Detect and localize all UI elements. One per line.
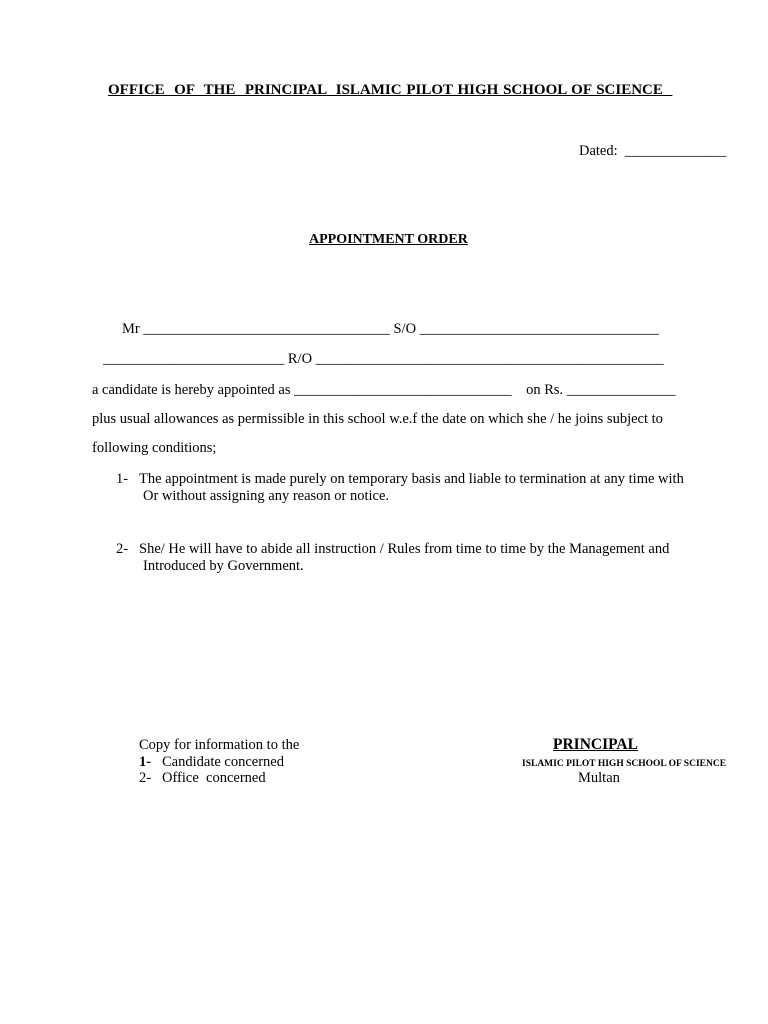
condition-1 bbox=[116, 471, 684, 488]
name-and-father-line: Mr __________________________________ S/O _________________________________ bbox=[122, 321, 659, 337]
appointment-order-title: APPOINTMENT ORDER bbox=[309, 232, 468, 247]
condition-text: She/ He will have to abide all instruction / Rules from time to time by the Management and bbox=[139, 541, 670, 557]
condition-number: 2- bbox=[116, 541, 129, 557]
residence-line: _________________________ R/O ________________________________________________ bbox=[103, 351, 664, 367]
copy-item-number: 1- bbox=[139, 754, 152, 770]
copy-item-label: Candidate concerned bbox=[162, 754, 284, 770]
signature-title: PRINCIPAL bbox=[553, 736, 638, 753]
dated-field: Dated: ______________ bbox=[579, 143, 727, 159]
copy-item bbox=[139, 770, 266, 787]
allowances-line: plus usual allowances as permissible in this school w.e.f the date on which she / he joins subject to bbox=[92, 411, 663, 427]
copy-item bbox=[139, 754, 284, 771]
condition-1-continuation: Or without assigning any reason or notice. bbox=[143, 488, 390, 504]
copy-item-label: Office concerned bbox=[162, 770, 266, 786]
signature-school-name: ISLAMIC PILOT HIGH SCHOOL OF SCIENCE bbox=[522, 759, 727, 769]
signature-city: Multan bbox=[578, 770, 620, 786]
condition-2-continuation: Introduced by Government. bbox=[143, 558, 304, 574]
office-header-title: OFFICE OF THE PRINCIPAL ISLAMIC PILOT HIGH SCHOOL OF SCIENCE bbox=[108, 82, 673, 98]
copy-item-number: 2- bbox=[139, 770, 152, 786]
condition-2 bbox=[116, 541, 669, 558]
copy-heading: Copy for information to the bbox=[139, 737, 300, 753]
conditions-intro-line: following conditions; bbox=[92, 440, 217, 456]
condition-number: 1- bbox=[116, 471, 129, 487]
condition-text: The appointment is made purely on temporary basis and liable to termination at any time with bbox=[139, 471, 684, 487]
appointment-post-line: a candidate is hereby appointed as ______________________________ on Rs. _______________ bbox=[92, 382, 676, 398]
